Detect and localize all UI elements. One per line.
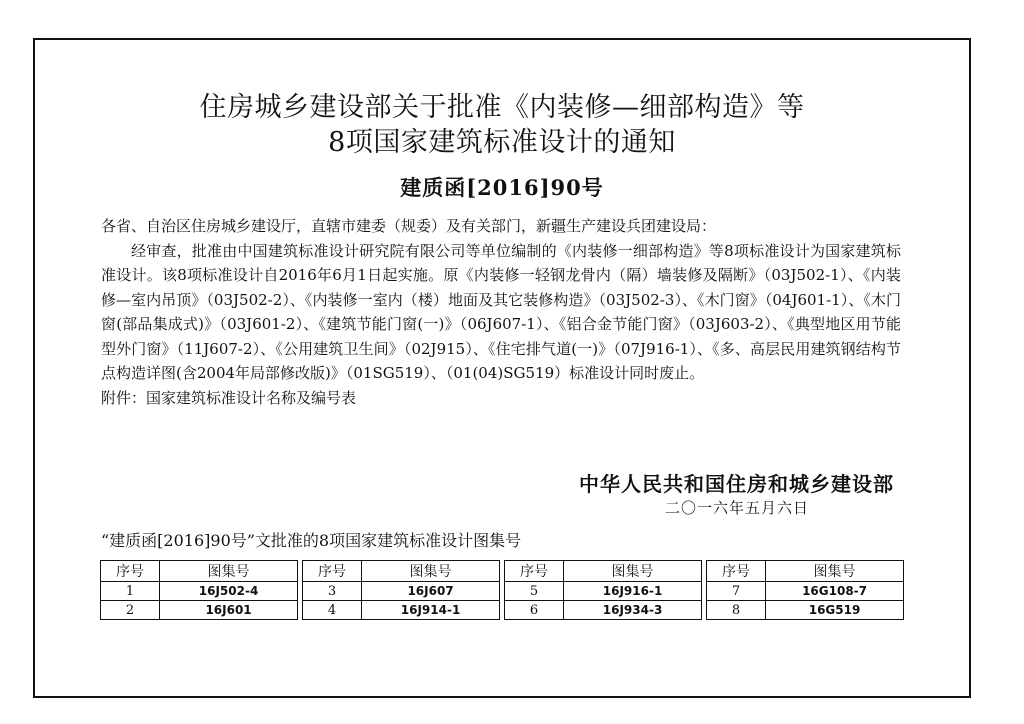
- atlas-table-1: [100, 560, 298, 620]
- row-no: 1: [101, 582, 160, 601]
- header-code: 图集号: [362, 561, 500, 582]
- row-no: 5: [505, 582, 564, 601]
- table-caption: “建质函[2016]90号”文批准的8项国家建筑标准设计图集号: [101, 531, 522, 550]
- row-code: 16G519: [766, 601, 904, 620]
- row-code: 16J601: [160, 601, 298, 620]
- table-row: [505, 601, 702, 620]
- table-row: [303, 601, 500, 620]
- table-row: [101, 601, 298, 620]
- header-code: 图集号: [564, 561, 702, 582]
- header-no: 序号: [303, 561, 362, 582]
- table-row: [505, 582, 702, 601]
- row-no: 2: [101, 601, 160, 620]
- notice-title-line2: 8项国家建筑标准设计的通知: [328, 127, 676, 158]
- row-code: 16G108-7: [766, 582, 904, 601]
- row-no: 3: [303, 582, 362, 601]
- row-no: 8: [707, 601, 766, 620]
- notice-paragraph: 经审查，批准由中国建筑标准设计研究院有限公司等单位编制的《内装修一细部构造》等8项标准设计为国家建筑标准设计。该8项标准设计自2016年6月1日起实施。原《内装修一轻钢龙骨内（隔）墙装修及隔断》（03J502-1）、《内装修—室内吊顶》（03J502-2）、《内装修一室内（楼）地面及其它装修构造》（03J502-3）、《木门窗》（04J601-1）、《木门窗(部品集成式)》（03J601-2）、《建筑节能门窗(一)》（06J607-1）、《铝合金节能门窗》（03J603-2）、《典型地区用节能型外门窗》（11J607-2）、《公用建筑卫生间》（02J915）、《住宅排气道(一)》（07J916-1）、《多、高层民用建筑钢结构节点构造详图(含2004年局部修改版)》（01SG519）、（01(04)SG519）标准设计同时废止。: [101, 241, 901, 382]
- row-code: 16J916-1: [564, 582, 702, 601]
- header-no: 序号: [707, 561, 766, 582]
- notice-title-line1: 住房城乡建设部关于批准《内装修—细部构造》等: [199, 92, 805, 123]
- header-code: 图集号: [160, 561, 298, 582]
- row-no: 6: [505, 601, 564, 620]
- table-row: [101, 582, 298, 601]
- header-code: 图集号: [766, 561, 904, 582]
- row-no: 4: [303, 601, 362, 620]
- atlas-table-2: [302, 560, 500, 620]
- table-row: [303, 582, 500, 601]
- row-code: 16J914-1: [362, 601, 500, 620]
- atlas-table-3: [504, 560, 702, 620]
- header-no: 序号: [101, 561, 160, 582]
- atlas-table-4: [706, 560, 904, 620]
- issuer-name: 中华人民共和国住房和城乡建设部: [579, 472, 894, 496]
- atlas-number-tables: [100, 560, 904, 620]
- row-no: 7: [707, 582, 766, 601]
- table-row: [707, 582, 904, 601]
- row-code: 16J502-4: [160, 582, 298, 601]
- attachment-line: 附件：国家建筑标准设计名称及编号表: [101, 388, 357, 407]
- salutation: 各省、自治区住房城乡建设厅，直辖市建委（规委）及有关部门，新疆生产建设兵团建设局：: [101, 217, 717, 235]
- row-code: 16J607: [362, 582, 500, 601]
- row-code: 16J934-3: [564, 601, 702, 620]
- header-no: 序号: [505, 561, 564, 582]
- document-number: 建质函[2016]90号: [400, 175, 604, 200]
- table-row: [707, 601, 904, 620]
- issue-date: 二〇一六年五月六日: [665, 499, 810, 517]
- notice-body: [101, 214, 901, 410]
